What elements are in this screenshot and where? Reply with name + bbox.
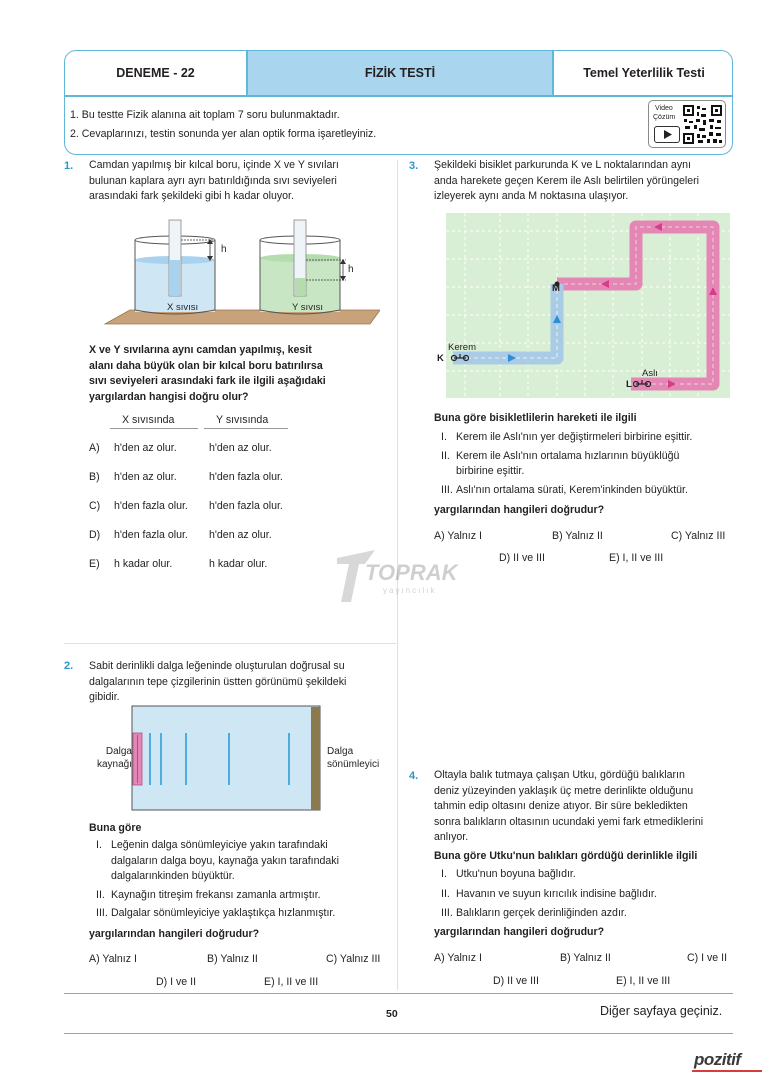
q1-stem-line: arasındaki fark şekildeki gibi h kadar oluyor. [89,190,294,202]
publisher-watermark [335,548,465,608]
statement-row [441,449,692,480]
option-x-value[interactable]: h'den az olur. [114,471,177,483]
q1-stem-line: Camdan yapılmış bir kılcal boru, içinde X ve Y sıvıları [89,159,339,171]
statement-line: birbirine eşittir. [456,465,525,477]
q1-question-line: sıvı seviyeleri arasındaki fark ile ilgili aşağıdaki [89,375,326,387]
q1-stem [89,158,339,205]
column-header-x: X sıvısında [122,414,175,426]
statement-number: I. [441,431,447,443]
option-b[interactable]: B) Yalnız II [560,952,611,964]
statement-number: III. [441,483,453,496]
q3-stem-line: izleyerek aynı anda M noktasına ulaşıyor. [434,190,629,202]
label-k: K [437,353,444,364]
option-a[interactable]: A) Yalnız I [434,530,482,542]
option-e[interactable]: E) I, II ve III [609,552,664,564]
q3-statements [441,430,692,498]
q3-question: yargılarından hangileri doğrudur? [434,504,605,516]
capillary-figure [100,212,380,330]
option-b[interactable]: B) Yalnız II [552,530,603,542]
option-c[interactable]: C) I ve II [687,952,728,964]
q1-question-line: X ve Y sıvılarına aynı camdan yapılmış, kesit [89,344,312,356]
question-number: 1. [64,160,74,172]
option-y-value[interactable]: h'den fazla olur. [209,471,283,483]
option-letter[interactable]: D) [89,529,101,541]
statement-line: Kerem ile Aslı'nın ortalama hızlarının büyüklüğü [456,449,680,462]
q4-stem-line: tahmin edip oltasını denize atıyor. Bir süre bekledikten [434,800,688,812]
column-underline [110,428,198,429]
qr-code-icon [682,104,723,145]
question-number: 4. [409,770,419,782]
subject-title: FİZİK TESTİ [248,51,552,95]
statement-number: II. [96,888,105,901]
question-divider [64,643,396,644]
label-m: M [552,283,560,294]
next-page-note: Diğer sayfaya geçiniz. [600,1004,723,1018]
statement-line: dalgalarınkinden büyüktür. [111,870,235,882]
watermark-subtext: yayıncılık [383,586,437,595]
footer-line-top [64,993,733,994]
footer-line-bottom [64,1033,733,1034]
statement-text: Kaynağın titreşim frekansı zamanla artmıştır. [111,888,321,901]
q1-stem-line: bulunan kaplara ayrı ayrı batırıldığında sıvı seviyeleri [89,174,337,187]
option-e[interactable]: E) I, II ve III [616,975,671,987]
label-y-liquid: Y sıvısı [292,302,323,313]
column-header-y: Y sıvısında [216,414,269,426]
q2-question: yargılarından hangileri doğrudur? [89,928,260,940]
q4-stem-line: deniz yüzeyinden yaklaşık üç metre derinlikte olduğunu [434,784,694,797]
statement-row [441,867,657,883]
label-line: Dalga [105,746,132,757]
statement-number: III. [96,907,108,919]
statement-row [441,906,657,922]
q1-question-line: alanı daha büyük olan bir kılcal boru batırılırsa [89,359,323,372]
q2-statements [96,838,339,922]
label-x-liquid: X sıvısı [167,302,199,313]
option-x-value[interactable]: h kadar olur. [114,558,173,570]
option-letter[interactable]: A) [89,442,100,454]
statement-line: dalgaların dalga boyu, kaynağa yakın tarafındaki [111,854,339,867]
q2-stem-line: dalgalarının tepe çizgilerinin üstten görünümü şekildeki [89,675,347,688]
label-l: L [626,379,632,390]
q4-stem-line: sonra balıkların oltasının ucundaki yemi fark etmediklerini [434,815,704,828]
q4-intro: Buna göre Utku'nun balıkları gördüğü derinlikle ilgili [434,850,698,862]
option-d[interactable]: D) II ve III [493,975,539,987]
statement-text: Aslı'nın ortalama sürati, Kerem'inkinden büyüktür. [456,483,688,496]
qr-label: Video [655,105,673,112]
statement-row [441,483,692,499]
statement-text: Dalgalar sönümleyiciye yaklaştıkça hızlanmıştır. [111,907,336,919]
test-header [64,50,733,155]
q4-stem-line: Oltayla balık tutmaya çalışan Utku, gördüğü balıkların [434,769,685,781]
label-kerem: Kerem [448,342,476,353]
statement-text: Balıkların gerçek derinliğinden azdır. [456,907,627,919]
statement-number: I. [441,868,447,880]
figure-h-label: h [221,244,227,255]
question-number: 3. [409,160,419,172]
instruction-2: 2. Cevaplarınızı, testin sonunda yer alan optik forma işaretleyiniz. [70,128,377,140]
q3-intro: Buna göre bisikletlilerin hareketi ile ilgili [434,412,637,424]
option-y-value[interactable]: h'den az olur. [209,529,272,541]
statement-line: Leğenin dalga sönümleyiciye yakın tarafındaki [111,839,328,851]
brand-underline [692,1070,762,1072]
header-line [65,95,732,97]
statement-number: III. [441,907,453,919]
tank-shape [132,706,320,810]
q4-question: yargılarından hangileri doğrudur? [434,926,605,938]
option-letter[interactable]: C) [89,500,101,512]
q2-stem-line: gibidir. [89,691,120,703]
q1-question [89,343,326,405]
q4-stem-line: anlıyor. [434,831,469,843]
statement-row [96,888,339,904]
option-a[interactable]: A) Yalnız I [434,952,482,964]
label-line: Dalga [327,746,354,757]
bicycle-track-figure [446,213,730,398]
brand-logo: pozitif [694,1050,741,1069]
q3-stem-line: Şekildeki bisiklet parkurunda K ve L noktalarından aynı [434,159,691,171]
option-x-value[interactable]: h'den az olur. [114,442,177,454]
option-d[interactable]: D) II ve III [499,552,545,564]
option-e[interactable]: E) I, II ve III [264,976,319,988]
statement-text [456,449,679,480]
q3-stem-line: anda harekete geçen Kerem ile Aslı belirtilen yörüngeleri [434,174,699,187]
label-line: sönümleyici [327,759,380,770]
option-y-value[interactable]: h kadar olur. [209,558,268,570]
q2-stem-line: Sabit derinlikli dalga leğeninde oluşturulan doğrusal su [89,660,345,672]
option-letter[interactable]: E) [89,558,100,570]
option-x-value[interactable]: h'den fazla olur. [114,500,188,512]
option-d[interactable]: D) I ve II [156,976,197,988]
statement-row [441,430,692,446]
q2-stem [89,659,346,706]
statement-number: II. [441,449,450,462]
question-number: 2. [64,660,74,672]
label-asli: Aslı [642,368,658,379]
q3-stem [434,158,699,205]
statement-text: Utku'nun boyuna bağlıdır. [456,868,576,880]
statement-row [441,887,657,903]
q1-question-line: yargılardan hangisi doğru olur? [89,390,249,403]
test-type: Temel Yeterlilik Testi [583,66,705,80]
statement-text: Havanın ve suyun kırıcılık indisine bağlıdır. [456,887,657,900]
qr-label: Çözüm [653,114,676,121]
statement-row [96,906,339,922]
statement-row [96,838,339,885]
wave-source-label [88,745,132,771]
option-letter[interactable]: B) [89,471,100,483]
column-underline [204,428,288,429]
statement-number: II. [441,887,450,900]
q4-statements [441,867,657,922]
statement-text: Kerem ile Aslı'nın yer değiştirmeleri birbirine eşittir. [456,431,693,443]
video-solution-button[interactable] [648,100,726,148]
watermark-text: TOPRAK [365,560,458,585]
statement-text [111,838,339,885]
figure-h-label: h [348,264,354,275]
option-y-value[interactable]: h'den az olur. [209,442,272,454]
option-b[interactable]: B) Yalnız II [207,953,258,965]
statement-number: I. [96,839,102,851]
option-a[interactable]: A) Yalnız I [89,953,137,965]
page-number: 50 [386,1008,398,1020]
q2-intro: Buna göre [89,822,142,834]
play-icon [654,126,680,143]
q4-stem [434,768,703,846]
instruction-1: 1. Bu testte Fizik alanına ait toplam 7 soru bulunmaktadır. [70,109,340,121]
wave-tank-figure [131,705,325,813]
wave-damper-label [327,745,379,771]
wave-damper [311,707,320,810]
option-y-value[interactable]: h'den fazla olur. [209,500,283,512]
track-background [446,213,730,398]
test-name: DENEME - 22 [116,66,195,80]
option-x-value[interactable]: h'den fazla olur. [114,529,188,541]
option-c[interactable]: C) Yalnız III [671,530,726,542]
option-c[interactable]: C) Yalnız III [326,953,381,965]
label-line: kaynağı [96,759,132,770]
